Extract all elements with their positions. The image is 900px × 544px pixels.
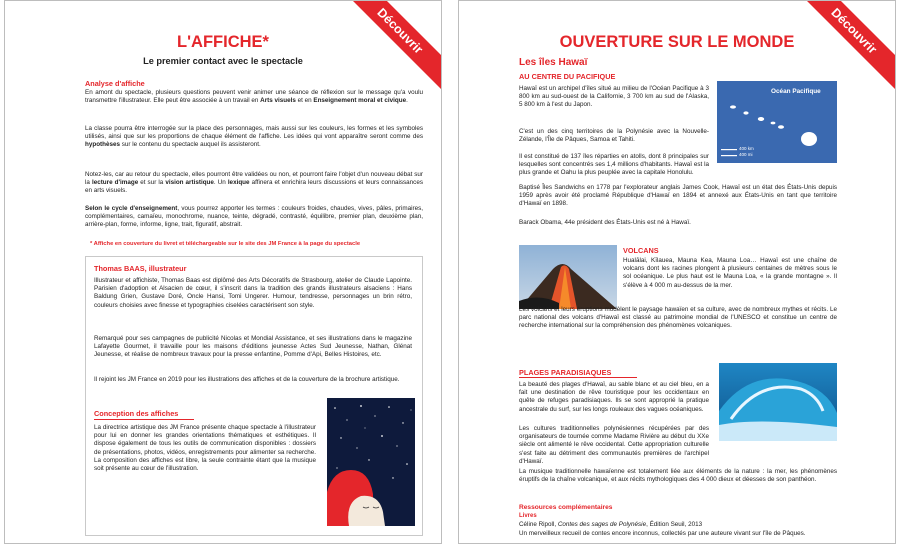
left-page	[4, 0, 442, 544]
book-reference: Céline Ripoll, Contes des sages de Polynésie, Édition Seuil, 2013	[519, 521, 703, 528]
analyse-heading: Analyse d'affiche	[85, 79, 145, 88]
starry-night-illustration-icon	[327, 398, 415, 526]
illustrator-paragraph-1: Illustrateur et affichiste, Thomas Baas est diplômé des Arts Décoratifs de Strasbourg, atelier de Claude Lapointe. Parisien d'adoption et Alsacien de cœur, il s'inscrit dans la tradition des grands illustrateurs alsaciens : Hans Baldung Grien, Gustave Doré, Oncle Hansi, Tomi Ungerer. Humour, tendresse, personnages un brin rétro, couleurs choisies avec finesse et typographies ciselées caractérisent son style.	[94, 277, 412, 309]
volcans-paragraph-1: Hualālai, Kīlauea, Mauna Kea, Mauna Loa… Hawaï est une chaîne de volcans dont les racines plongent à plusieurs centaines de mètres sous le sol océanique. Le plus haut est le Mauna Loa, « la grande montagne ». Il s'élève à 4 000 m au-dessus de la mer.	[623, 257, 837, 289]
decouvrir-ribbon-right: Découvrir	[792, 0, 896, 93]
right-page	[458, 0, 896, 544]
pacific-paragraph-5: Barack Obama, 44e président des États-Unis est né à Hawaï.	[519, 219, 691, 226]
analyse-paragraph-1: En amont du spectacle, plusieurs questions peuvent venir animer une séance de réflexion sur le message qu'a voulu transmettre l'illustrateur. Elle peut être associée à un travail en Arts visuels et en Enseignement moral et civique.	[85, 89, 423, 105]
map-scale-km: 400 km	[739, 146, 754, 151]
pacific-paragraph-3: Il est constitué de 137 îles réparties en atolls, dont 8 principales sur lesquelles sont concentrés ses 1,4 millions d'habitants. Hawaï est la plus grande et Oahu la plus peuplée avec la capitale Honolulu.	[519, 153, 709, 177]
volcano-photo	[519, 245, 617, 309]
ressources-heading: Ressources complémentaires	[519, 504, 613, 511]
conception-heading: Conception des affiches	[94, 409, 179, 418]
plages-paragraph-2: Les cultures traditionnelles polynésiennes récupérées par des organisateurs de tournée comme Madame Rivière au début du XXe siècle ont alimenté le rêve occidental. Cette appropriation culturelle s'est faite au détriment des communautés premières de l'archipel d'Hawaï.	[519, 425, 709, 465]
wave-photo	[719, 363, 837, 441]
analyse-paragraph-4: Selon le cycle d'enseignement, vous pourrez apporter les termes : couleurs froides, chaudes, vives, pâles, primaires, complémentaires, camaïeu, monochrome, nuance, teinte, dégradé, contrasté, équilibre, premier plan, deuxième plan, arrière-plan, forme, informe, ligne, trait, figuratif, abstrait.	[85, 205, 423, 229]
volcano-photo-icon	[519, 245, 617, 309]
hawaii-map	[717, 81, 837, 163]
left-page-subtitle: Le premier contact avec le spectacle	[143, 56, 303, 66]
pacific-paragraph-2: C'est un des cinq territoires de la Polynésie avec la Nouvelle-Zélande, l'Île de Pâques, Samoa et Tahiti.	[519, 128, 709, 144]
plages-paragraph-1: La beauté des plages d'Hawaï, au sable blanc et au ciel bleu, en a fait une destination de rêve touristique pour les occidentaux en quête de refuges paradisiaques. Ils se sont approprié la pratique ancestrale du surf, sur les longs rouleaux des vagues océaniques.	[519, 381, 709, 413]
pacific-paragraph-1: Hawaï est un archipel d'îles situé au milieu de l'Océan Pacifique à 3 800 km au sud-ouest de la Californie, 3 700 km au sud de l'Alaska, 5 800 km à l'est du Japon.	[519, 85, 709, 109]
right-page-title: OUVERTURE SUR LE MONDE	[559, 33, 795, 51]
illustrator-heading: Thomas BAAS, illustrateur	[94, 264, 187, 273]
hawaii-section-title: Les îles Hawaï	[519, 57, 588, 68]
conception-underline	[94, 419, 194, 420]
decouvrir-ribbon: Découvrir	[338, 0, 442, 93]
plages-underline	[519, 377, 637, 378]
map-scale-mi: 400 mi	[739, 152, 753, 157]
left-page-title: L'AFFICHE*	[177, 33, 269, 51]
plages-heading: PLAGES PARADISIAQUES	[519, 368, 612, 377]
plages-paragraph-3: La musique traditionnelle hawaïenne est totalement liée aux éléments de la nature : la mer, les phénomènes éruptifs de la chaîne volcanique, et aux récits mythologiques des 4 000 dieux et déesses de son panthéon.	[519, 468, 837, 484]
analyse-paragraph-3: Notez-les, car au retour du spectacle, elles pourront être validées ou non, et pourront faire l'objet d'un nouveau débat sur la lecture d'image et sur la vision artistique. Un lexique affinera et enrichira leurs discussions et leurs connaissances en arts visuels.	[85, 171, 423, 195]
poster-illustration	[327, 398, 415, 526]
conception-paragraph: La directrice artistique des JM France présente chaque spectacle à l'illustrateur pour lui en donner les grandes orientations thématiques et esthétiques. Il dispose également de tous les outils de communication disponibles : dossiers de présentations, photos, vidéos, enregistrements pour alimenter sa recherche. La composition des affiches est libre, la seule contrainte étant que la musique soit présente au cœur de l'illustration.	[94, 424, 316, 473]
wave-photo-icon	[719, 363, 837, 441]
pacific-paragraph-4: Baptisé Îles Sandwichs en 1778 par l'explorateur anglais James Cook, Hawaï est un état des États-Unis depuis 1959 après avoir été proclamé République d'Hawaï en 1894 et annexé aux États-Unis en tant que territoire d'Hawaï en 1898.	[519, 184, 837, 208]
map-ocean-label: Océan Pacifique	[771, 88, 821, 95]
livres-label: Livres	[519, 513, 537, 519]
illustrator-paragraph-3: Il rejoint les JM France en 2019 pour les illustrations des affiches et de la couverture de la brochure artistique.	[94, 376, 400, 383]
volcans-paragraph-2: Les volcans et leurs éruptions modèlent le paysage hawaïen et sa culture, avec de nombreux mythes et récits. Le parc national des volcans d'Hawaï est classé au patrimoine mondial de l'UNESCO et constitue un centre de recherche international sur la compréhension des phénomènes volcaniques.	[519, 306, 837, 330]
poster-footnote: * Affiche en couverture du livret et téléchargeable sur le site des JM France à la page du spectacle	[90, 241, 361, 247]
pacific-heading: AU CENTRE DU PACIFIQUE	[519, 72, 616, 81]
book-description: Un merveilleux recueil de contes encore inconnus, collectés par une auteure vivant sur l'île de Pâques.	[519, 530, 806, 537]
volcans-heading: VOLCANS	[623, 246, 659, 255]
analyse-paragraph-2: La classe pourra être interrogée sur la place des personnages, mais aussi sur les couleurs, les formes et les symboles utilisés, ainsi que sur les proportions de chaque élément de l'affiche. Les idées qui vont apparaître seront comme des hypothèses sur le contenu du spectacle auquel ils assisteront.	[85, 125, 423, 149]
illustrator-paragraph-2: Remarqué pour ses campagnes de publicité Nicolas et Mondial Assistance, et ses illustrations dans le magazine Lafayette Gourmet, il travaille pour les maisons d'éditions jeunesse Actes Sud Jeunesse, Nathan, Glénat Jeunesse, et réalise de nombreux travaux pour la presse enfantine, Pomme d'Api, Belles Histoires, etc.	[94, 335, 412, 359]
